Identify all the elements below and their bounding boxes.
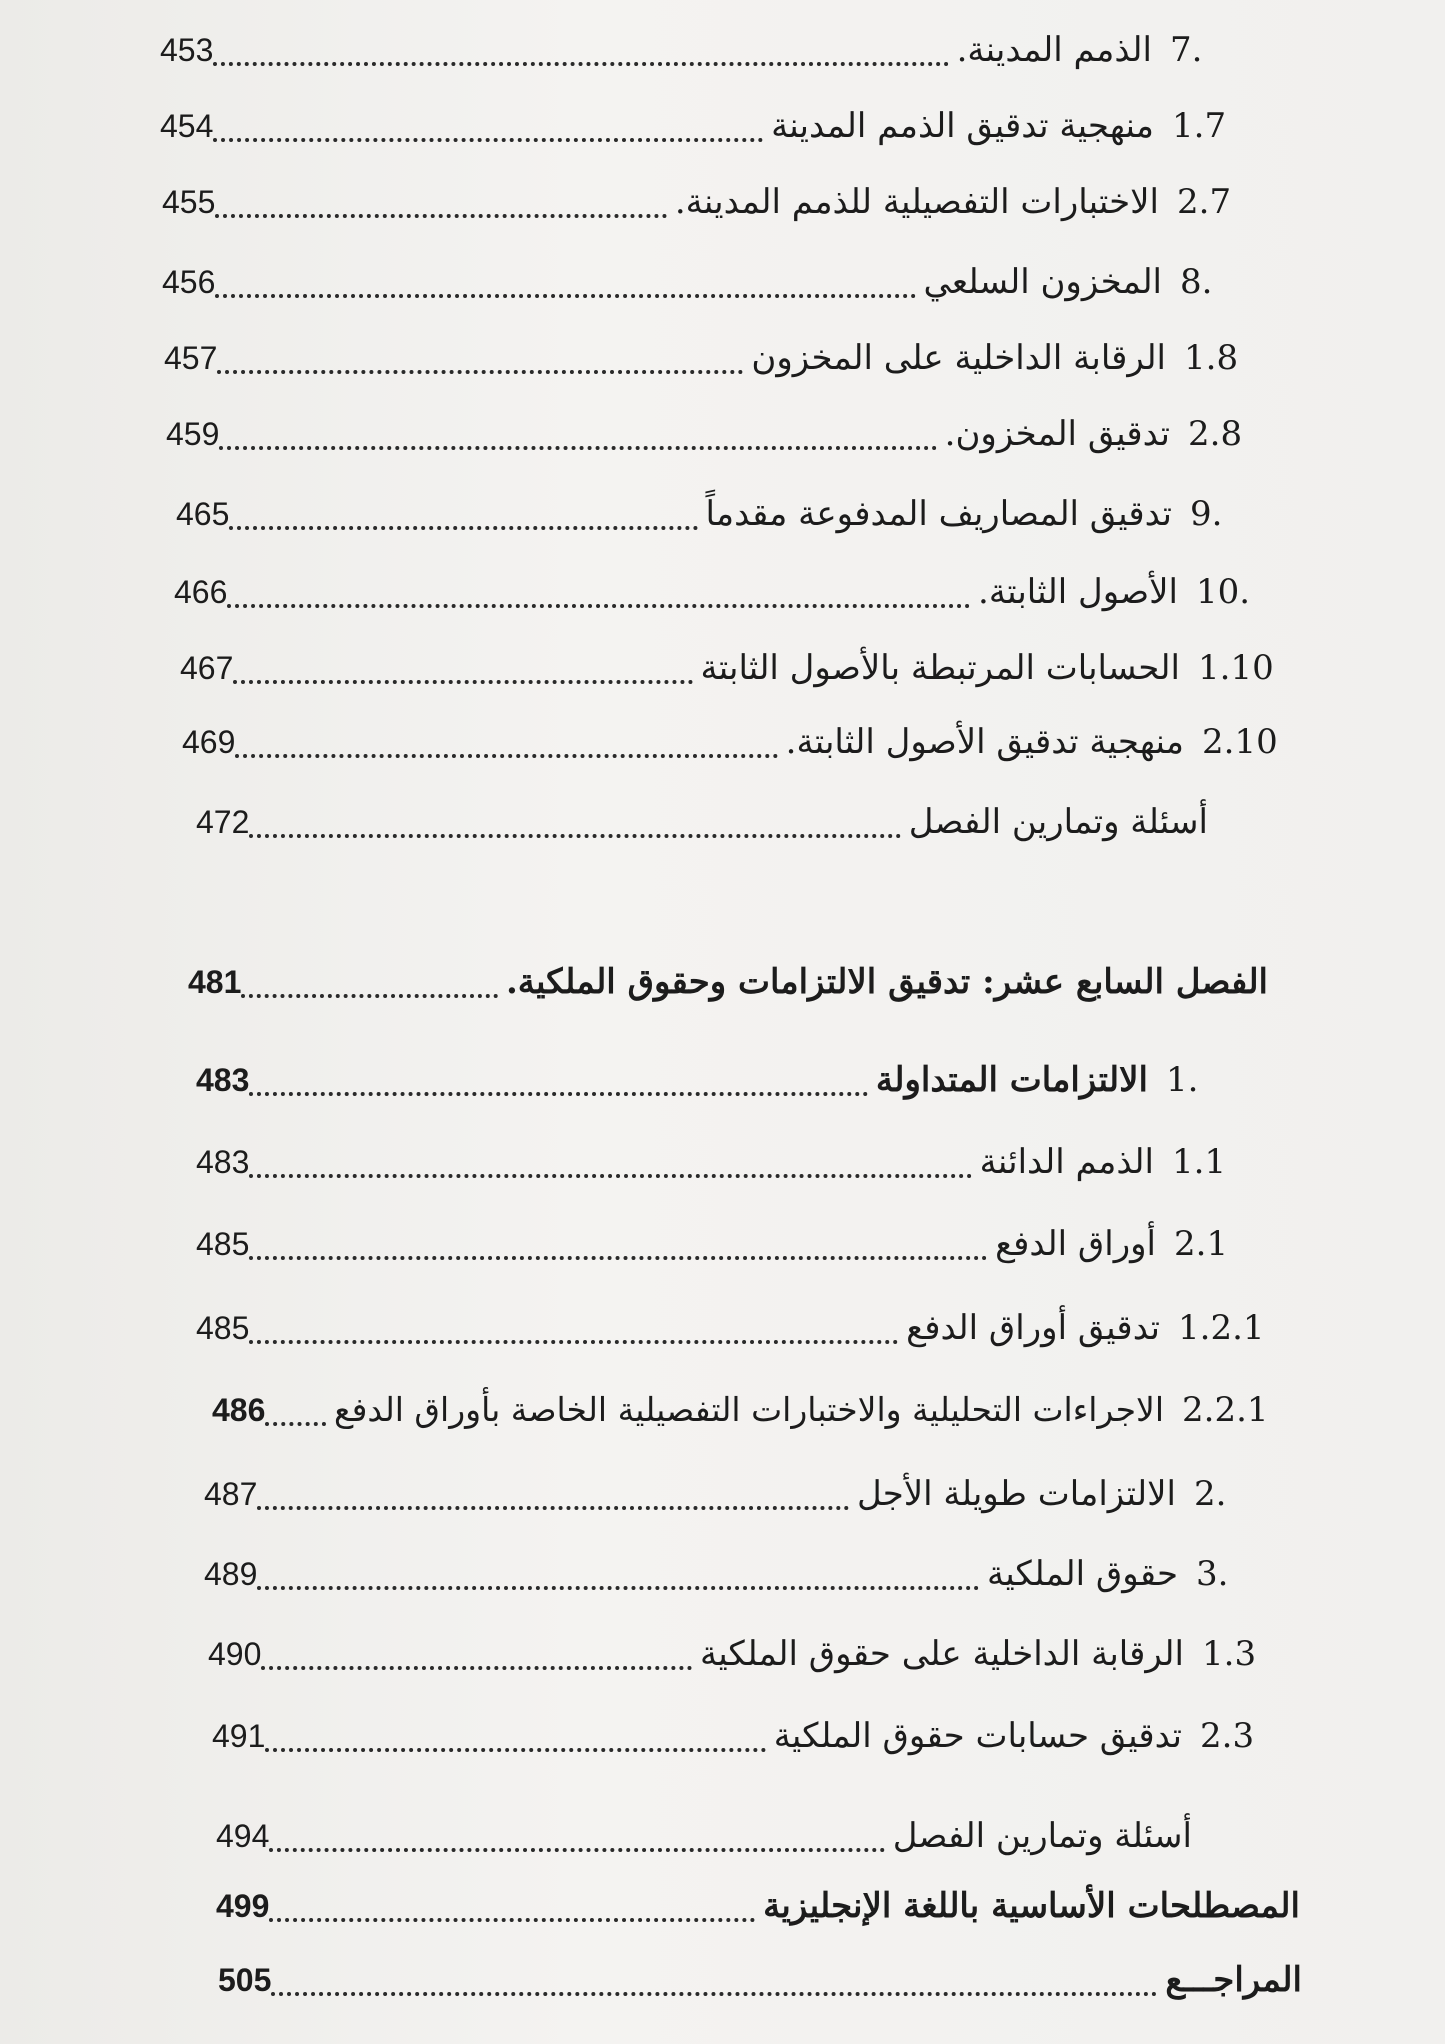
toc-entry	[196, 1132, 1282, 1192]
toc-entry-title: تدقيق المخزون.	[944, 414, 1170, 454]
toc-entry-number: 9.	[1190, 494, 1223, 534]
toc-entry-number: 1.	[1166, 1060, 1199, 1100]
toc-entry-title: منهجية تدقيق الأصول الثابتة.	[785, 722, 1184, 762]
leader-dots	[249, 1092, 868, 1096]
toc-entry-page: 467	[180, 650, 234, 686]
toc-entry-page: 485	[196, 1226, 250, 1262]
toc-entry-page: 483	[196, 1144, 250, 1180]
toc-entry-number: 7.	[1170, 30, 1203, 70]
leader-dots	[213, 138, 763, 142]
toc-entry-number: 8.	[1180, 262, 1213, 302]
toc-entry-title: الرقابة الداخلية على حقوق الملكية	[700, 1634, 1184, 1674]
toc-entry-title: حقوق الملكية	[987, 1554, 1178, 1594]
toc-entry-number: 2.8	[1188, 414, 1243, 454]
toc-entry-title: تدقيق أوراق الدفع	[906, 1308, 1160, 1348]
toc-entry-title: المراجـــع	[1165, 1960, 1302, 2000]
toc-entry-number: 10.	[1196, 572, 1251, 612]
toc-entry-number: 2.10	[1202, 722, 1278, 762]
toc-entry-title: أوراق الدفع	[995, 1224, 1156, 1264]
leader-dots	[269, 1848, 884, 1852]
toc-entry-number: 1.7	[1172, 106, 1227, 146]
toc-entry-page: 457	[164, 340, 218, 376]
leader-dots	[249, 1256, 987, 1260]
toc-entry-title: الذمم الدائنة	[979, 1142, 1154, 1182]
leader-dots	[257, 1506, 849, 1510]
toc-entry-page: 485	[196, 1310, 250, 1346]
chapter-heading	[188, 952, 1276, 1012]
leader-dots	[257, 1586, 979, 1590]
toc-entry	[166, 404, 1298, 464]
toc-entry-number: 2.2.1	[1182, 1390, 1269, 1430]
toc-entry	[160, 96, 1282, 156]
leader-dots	[249, 834, 900, 838]
toc-entry-number: 3.	[1196, 1554, 1229, 1594]
toc-entry-page: 481	[188, 964, 242, 1000]
toc-entry	[196, 1214, 1284, 1274]
toc-entry-page: 494	[216, 1818, 270, 1854]
toc-entry-page: 483	[196, 1062, 250, 1098]
toc-entry	[196, 792, 1216, 852]
toc-entry-page: 487	[204, 1476, 258, 1512]
toc-entry-page: 499	[216, 1888, 270, 1924]
toc-entry-number: 1.8	[1184, 338, 1239, 378]
toc-entry-page: 466	[174, 574, 228, 610]
toc-entry-number: 1.10	[1198, 648, 1274, 688]
toc-entry-title: منهجية تدقيق الذمم المدينة	[771, 106, 1154, 146]
toc-entry	[196, 1050, 1276, 1110]
toc-entry	[162, 252, 1290, 312]
toc-entry-title: الرقابة الداخلية على المخزون	[751, 338, 1166, 378]
toc-entry	[162, 172, 1287, 232]
leader-dots	[235, 754, 777, 758]
toc-entry	[204, 1544, 1306, 1604]
toc-entry-page: 459	[166, 416, 220, 452]
leader-dots	[217, 370, 743, 374]
toc-entry-page: 491	[212, 1718, 266, 1754]
leader-dots	[219, 446, 936, 450]
toc-entry-number: 1.1	[1172, 1142, 1227, 1182]
toc-entry	[216, 1876, 1308, 1936]
toc-entry-title: تدقيق حسابات حقوق الملكية	[773, 1716, 1182, 1756]
toc-entry	[164, 328, 1294, 388]
toc-entry	[216, 1806, 1200, 1866]
toc-entry-page: 456	[162, 264, 216, 300]
leader-dots	[269, 1918, 755, 1922]
toc-entry-title: الذمم المدينة.	[956, 30, 1152, 70]
leader-dots	[213, 62, 948, 66]
toc-entry-title: الاجراءات التحليلية والاختبارات التفصيلية الخاصة بأوراق الدفع	[334, 1390, 1164, 1429]
leader-dots	[265, 1422, 326, 1426]
leader-dots	[249, 1340, 898, 1344]
toc-entry	[218, 1950, 1310, 2010]
leader-dots	[227, 604, 970, 608]
toc-entry-title: الالتزامات المتداولة	[875, 1060, 1148, 1100]
leader-dots	[233, 680, 692, 684]
toc-entry-number: 1.3	[1202, 1634, 1257, 1674]
toc-entry	[176, 484, 1300, 544]
toc-entry	[212, 1706, 1310, 1766]
toc-entry-page: 489	[204, 1556, 258, 1592]
leader-dots	[215, 214, 666, 218]
toc-entry-page: 455	[162, 184, 216, 220]
toc-entry-number: 2.1	[1174, 1224, 1229, 1264]
leader-dots	[229, 526, 697, 530]
toc-entry-number: 1.2.1	[1178, 1308, 1265, 1348]
toc-entry-page: 469	[182, 724, 236, 760]
toc-entry	[212, 1380, 1292, 1440]
toc-entry-title: أسئلة وتمارين الفصل	[908, 802, 1208, 842]
toc-entry-page: 453	[160, 32, 214, 68]
toc-entry-title: الحسابات المرتبطة بالأصول الثابتة	[700, 648, 1180, 688]
toc-entry	[208, 1624, 1312, 1684]
toc-entry-title: الاختبارات التفصيلية للذمم المدينة.	[674, 182, 1159, 222]
toc-entry-page: 472	[196, 804, 250, 840]
toc-entry-title: أسئلة وتمارين الفصل	[892, 1816, 1192, 1856]
toc-entry-number: 2.7	[1177, 182, 1232, 222]
toc-entry-title: الفصل السابع عشر: تدقيق الالتزامات وحقوق الملكية.	[505, 962, 1268, 1002]
toc-entry-number: 2.	[1194, 1474, 1227, 1514]
toc-entry-page: 465	[176, 496, 230, 532]
toc-entry	[182, 712, 1312, 772]
toc-entry-page: 505	[218, 1962, 272, 1998]
toc-entry	[180, 638, 1308, 698]
toc-entry-title: المخزون السلعي	[923, 262, 1162, 302]
toc-entry	[160, 20, 1280, 80]
leader-dots	[215, 294, 915, 298]
toc-entry-title: المصطلحات الأساسية باللغة الإنجليزية	[763, 1886, 1300, 1926]
toc-entry-title: تدقيق المصاريف المدفوعة مقدماً	[705, 494, 1172, 534]
leader-dots	[261, 1666, 692, 1670]
toc-entry-page: 490	[208, 1636, 262, 1672]
toc-entry-page: 454	[160, 108, 214, 144]
leader-dots	[249, 1174, 971, 1178]
leader-dots	[241, 994, 498, 998]
leader-dots	[265, 1748, 765, 1752]
toc-entry	[204, 1464, 1304, 1524]
toc-entry-number: 2.3	[1200, 1716, 1255, 1756]
toc-entry	[196, 1298, 1288, 1358]
toc-entry-page: 486	[212, 1392, 266, 1428]
toc-entry-title: الالتزامات طويلة الأجل	[856, 1474, 1176, 1514]
toc-entry	[174, 562, 1306, 622]
leader-dots	[271, 1992, 1157, 1996]
toc-entry-title: الأصول الثابتة.	[978, 572, 1178, 612]
